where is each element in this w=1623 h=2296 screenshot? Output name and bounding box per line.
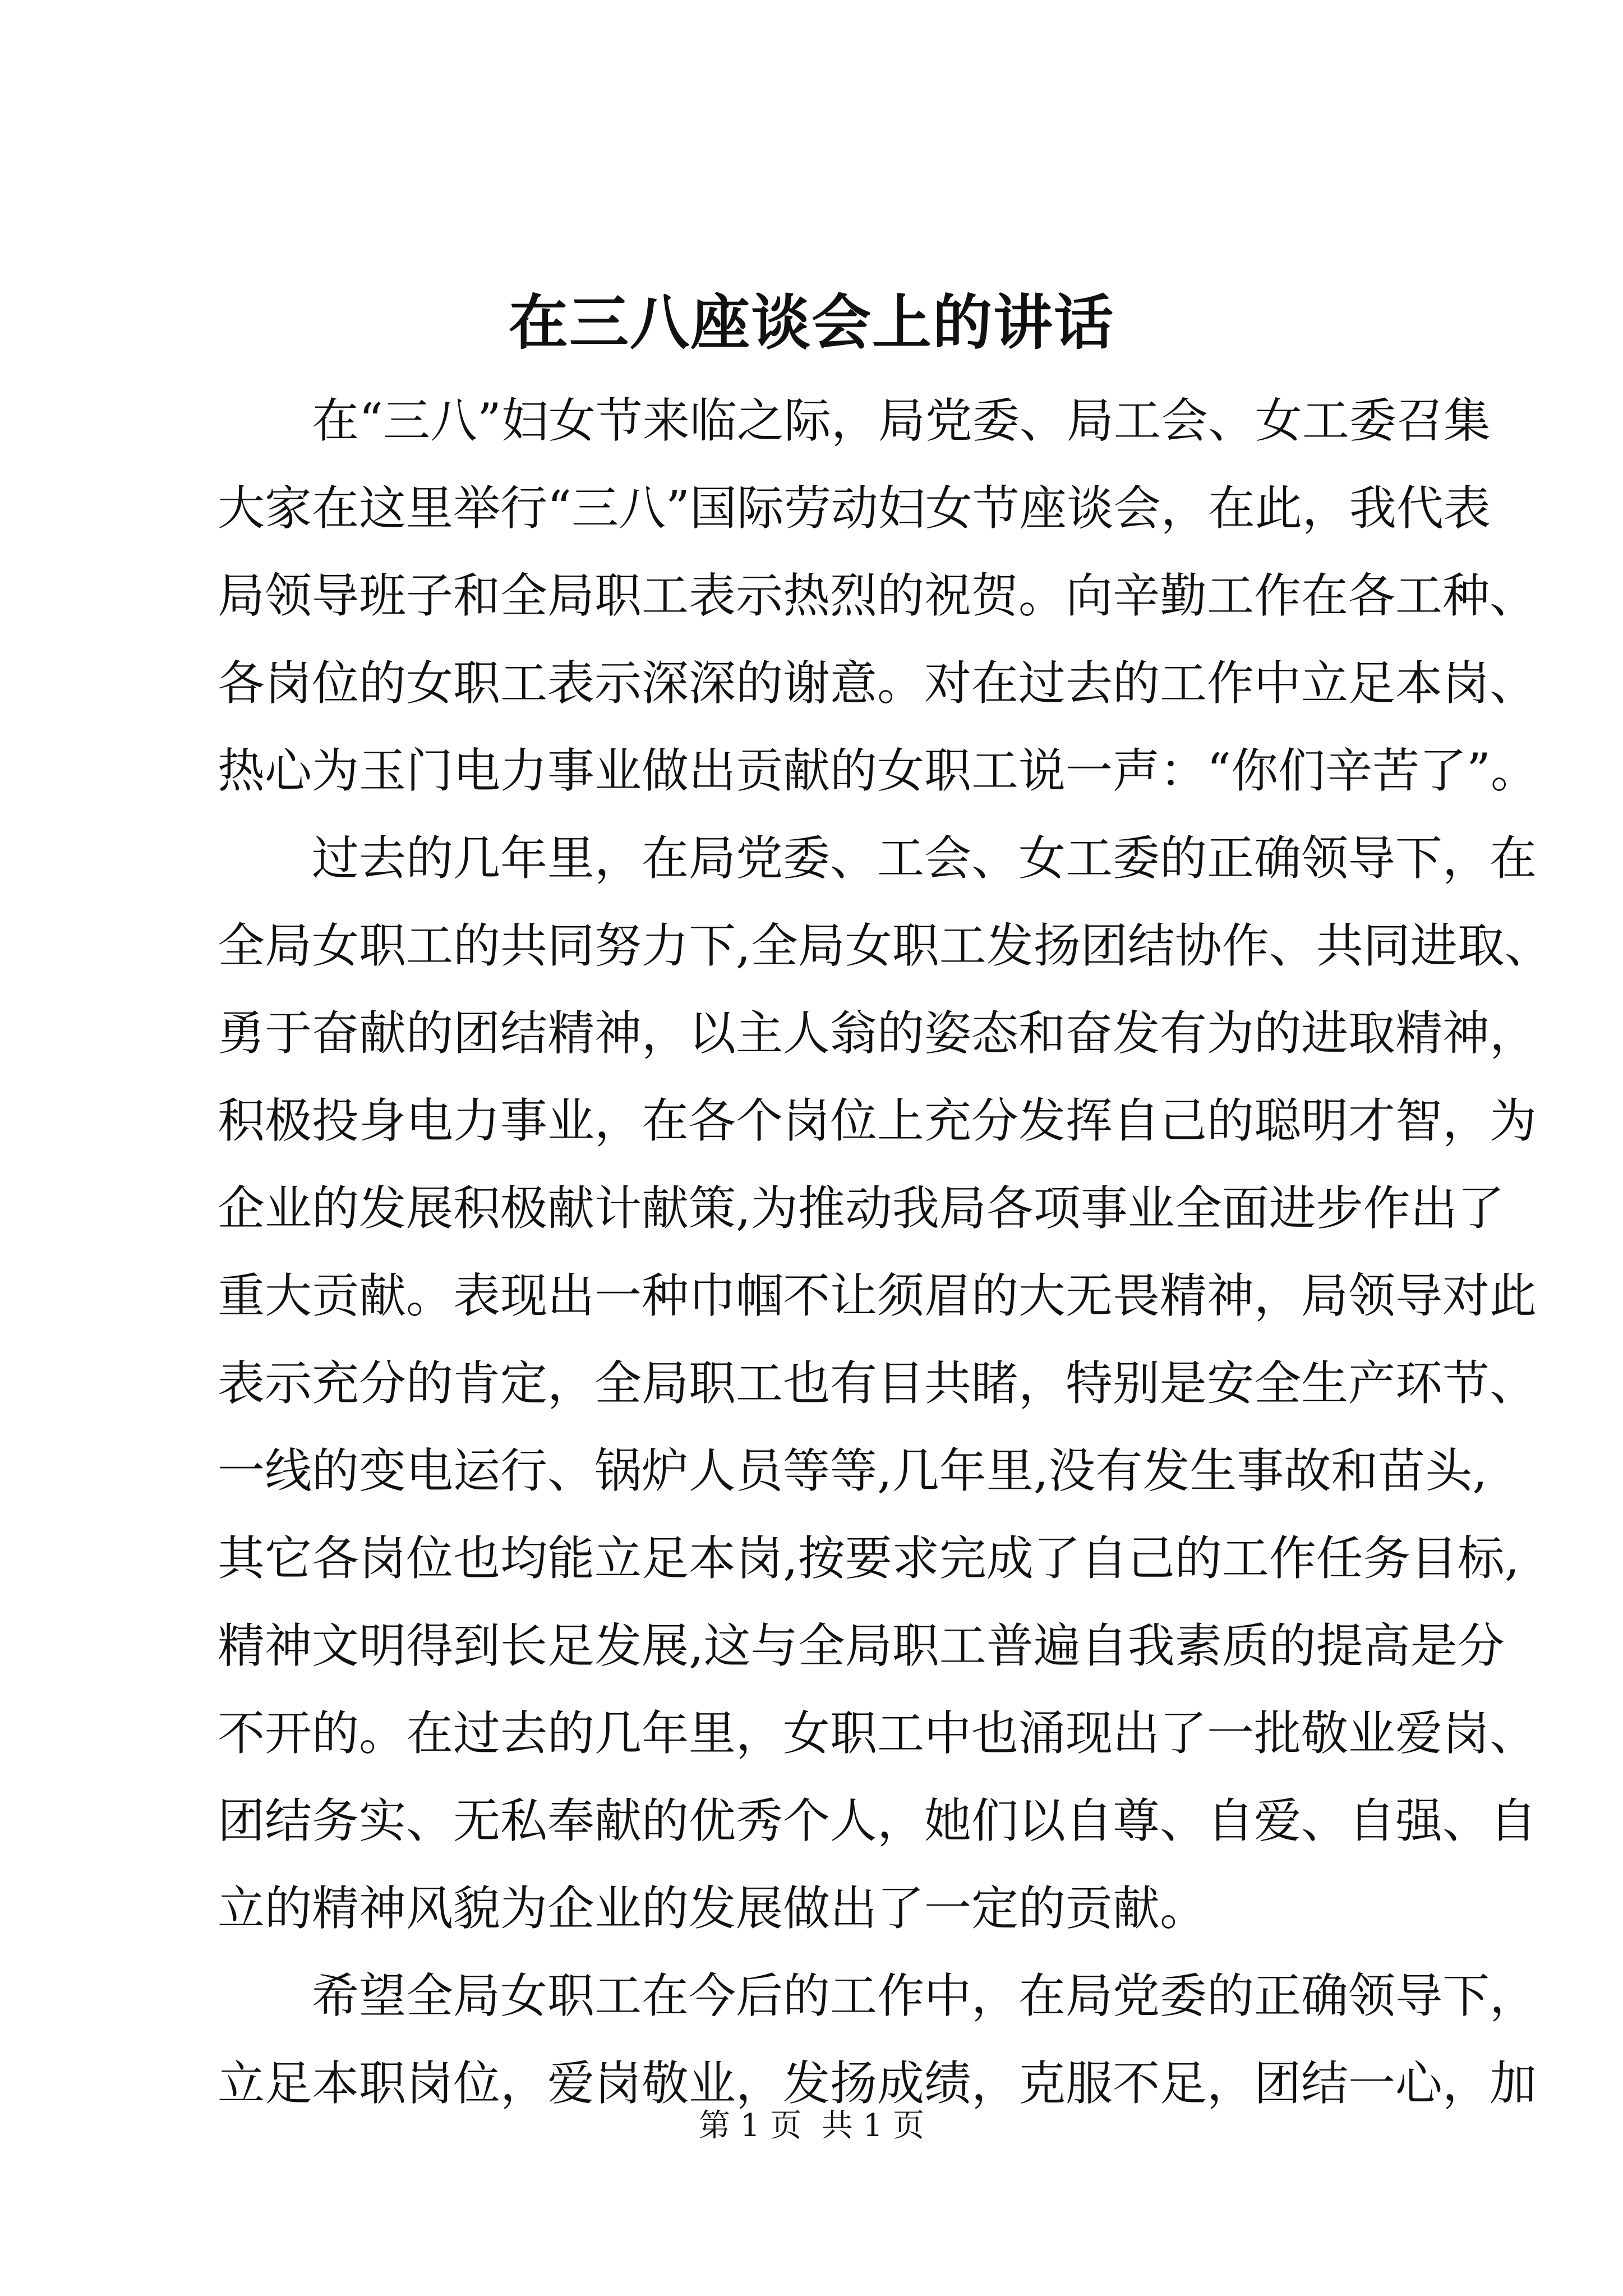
paragraph-2-line-8: 一线的变电运行、锅炉人员等等,几年里,没有发生事故和苗头, — [218, 1443, 1488, 1498]
paragraph-2-line-11: 不开的。在过去的几年里，女职工中也涌现出了一批敬业爱岗、 — [218, 1706, 1537, 1761]
document-body — [218, 377, 1552, 2127]
paragraph-2-line-6: 重大贡献。表现出一种巾帼不让须眉的大无畏精神，局领导对此 — [218, 1268, 1537, 1323]
paragraph-1-line-3: 局领导班子和全局职工表示热烈的祝贺。向辛勤工作在各工种、 — [218, 568, 1537, 623]
paragraph-3-line-1: 希望全局女职工在今后的工作中，在局党委的正确领导下， — [312, 1968, 1537, 2023]
paragraph-1-line-4: 各岗位的女职工表示深深的谢意。对在过去的工作中立足本岗、 — [218, 656, 1537, 711]
paragraph-2-line-13: 立的精神风貌为企业的发展做出了一定的贡献。 — [218, 1881, 1207, 1936]
paragraph-2-line-7: 表示充分的肯定，全局职工也有目共睹，特别是安全生产环节、 — [218, 1356, 1537, 1411]
paragraph-2-line-4: 积极投身电力事业，在各个岗位上充分发挥自己的聪明才智，为 — [218, 1093, 1537, 1148]
paragraph-2-line-10: 精神文明得到长足发展,这与全局职工普遍自我素质的提高是分 — [218, 1618, 1505, 1673]
paragraph-2-line-2: 全局女职工的共同努力下,全局女职工发扬团结协作、共同进取、 — [218, 918, 1552, 973]
paragraph-2-line-12: 团结务实、无私奉献的优秀个人，她们以自尊、自爱、自强、自 — [218, 1793, 1537, 1848]
document-title: 在三八座谈会上的讲话 — [509, 287, 1114, 357]
paragraph-2-line-9: 其它各岗位也均能立足本岗,按要求完成了自己的工作任务目标, — [218, 1531, 1520, 1586]
paragraph-1-line-2: 大家在这里举行“三八”国际劳动妇女节座谈会，在此，我代表 — [218, 481, 1491, 536]
page-footer: 第 1 页 共 1 页 — [698, 2108, 925, 2144]
paragraph-2-line-1: 过去的几年里，在局党委、工会、女工委的正确领导下，在 — [312, 831, 1537, 886]
paragraph-2-line-5: 企业的发展积极献计献策,为推动我局各项事业全面进步作出了 — [218, 1181, 1505, 1236]
paragraph-1-line-5: 热心为玉门电力事业做出贡献的女职工说一声：“你们辛苦了”。 — [218, 743, 1538, 798]
paragraph-2-line-3: 勇于奋献的团结精神，以主人翁的姿态和奋发有为的进取精神， — [218, 1006, 1537, 1061]
paragraph-1-line-1: 在“三八”妇女节来临之际，局党委、局工会、女工委召集 — [312, 393, 1491, 448]
paragraph-3-line-2: 立足本职岗位，爱岗敬业，发扬成绩，克服不足，团结一心，加 — [218, 2056, 1537, 2111]
